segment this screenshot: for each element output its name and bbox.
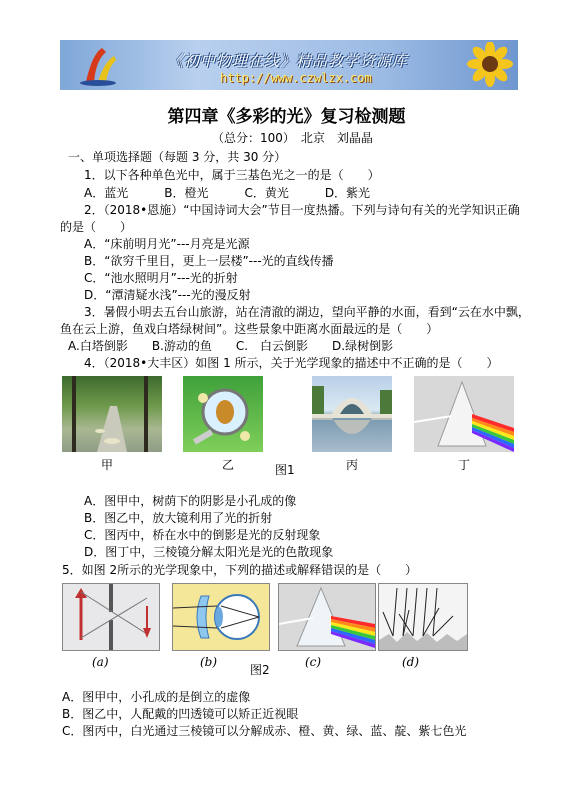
logo-icon (78, 44, 118, 86)
figure2-diffuse-reflection-diagram (378, 583, 468, 651)
figure1-prism-photo (414, 376, 514, 452)
q5-stem: 5．如图 2所示的光学现象中，下列的描述或解释错误的是（ ） (62, 563, 418, 577)
figure2-prism-diagram (278, 583, 376, 651)
q4-option-d: D．图丁中，三棱镜分解太阳光是光的色散现象 (84, 545, 334, 559)
figure1-label-yi: 乙 (222, 458, 235, 472)
q2-option-a: A．“床前明月光”---月亮是光源 (84, 237, 250, 251)
document-title: 第四章《多彩的光》复习检测题 (167, 107, 406, 127)
figure1-label-bing: 丙 (346, 458, 359, 472)
figure1-label-jia: 甲 (101, 458, 114, 472)
q4-option-c: C．图丙中，桥在水中的倒影是光的反射现象 (84, 528, 321, 542)
sunflower-icon (465, 42, 515, 90)
q4-option-a: A．图甲中，树荫下的阴影是小孔成的像 (84, 494, 297, 508)
figure2-label-c: (c) (305, 655, 322, 669)
header-banner (60, 40, 518, 90)
q3-stem-line1: 3．暑假小明去五台山旅游，站在清澈的湖边，望向平静的水面，看到“云在水中飘， (84, 305, 530, 319)
figure2-caption: 图2 (250, 663, 270, 677)
figure1-tree-shade-photo (62, 376, 162, 452)
figure2-label-a: (a) (92, 655, 109, 669)
q3-options: A.白塔倒影 B.游动的鱼 C. 白云倒影 D.绿树倒影 (68, 339, 394, 353)
q2-option-d: D．“潭清疑水浅”---光的漫反射 (84, 288, 251, 302)
q5-option-a: A．图甲中，小孔成的是倒立的虚像 (62, 690, 251, 704)
q5-option-c: C．图丙中，白光通过三棱镜可以分解成赤、橙、黄、绿、蓝、靛、紫七色光 (62, 724, 467, 738)
q4-option-b: B．图乙中，放大镜利用了光的折射 (84, 511, 273, 525)
figure1-label-ding: 丁 (458, 458, 471, 472)
q5-option-b: B．图乙中，人配戴的凹透镜可以矫正近视眼 (62, 707, 299, 721)
q2-option-c: C．“池水照明月”---光的折射 (84, 271, 238, 285)
banner-title: 《初中物理在线》精品教学资源库 (168, 52, 409, 70)
figure1-magnifier-photo (183, 376, 263, 452)
figure2-eye-lens-diagram (172, 583, 270, 651)
section-heading: 一、单项选择题（每题 3 分，共 30 分） (68, 150, 287, 164)
document-meta: （总分：100） 北京 刘晶晶 (212, 131, 373, 145)
figure2-label-d: (d) (402, 655, 420, 669)
banner-url[interactable]: http://www.czwlzx.com (220, 71, 372, 85)
q2-stem-line1: 2．（2018•恩施）“中国诗词大会”节目一度热播。下列与诗句有关的光学知识正确 (84, 203, 520, 217)
q2-option-b: B．“欲穷千里目，更上一层楼”---光的直线传播 (84, 254, 334, 268)
q4-stem: 4．（2018•大丰区）如图 1 所示，关于光学现象的描述中不正确的是（ ） (84, 356, 499, 370)
q3-stem-line2: 鱼在云上游，鱼戏白塔绿树间”。这些景象中距离水面最远的是（ ） (60, 322, 439, 336)
q1-options: A．蓝光 B．橙光 C．黄光 D．紫光 (84, 186, 371, 200)
figure1-caption: 图1 (275, 463, 295, 477)
q2-stem-line2: 的是（ ） (60, 220, 133, 234)
figure2-pinhole-diagram (62, 583, 160, 651)
q1-stem: 1．以下各种单色光中，属于三基色光之一的是（ ） (84, 168, 380, 182)
figure1-bridge-reflection-photo (312, 376, 392, 452)
figure2-label-b: (b) (200, 655, 218, 669)
